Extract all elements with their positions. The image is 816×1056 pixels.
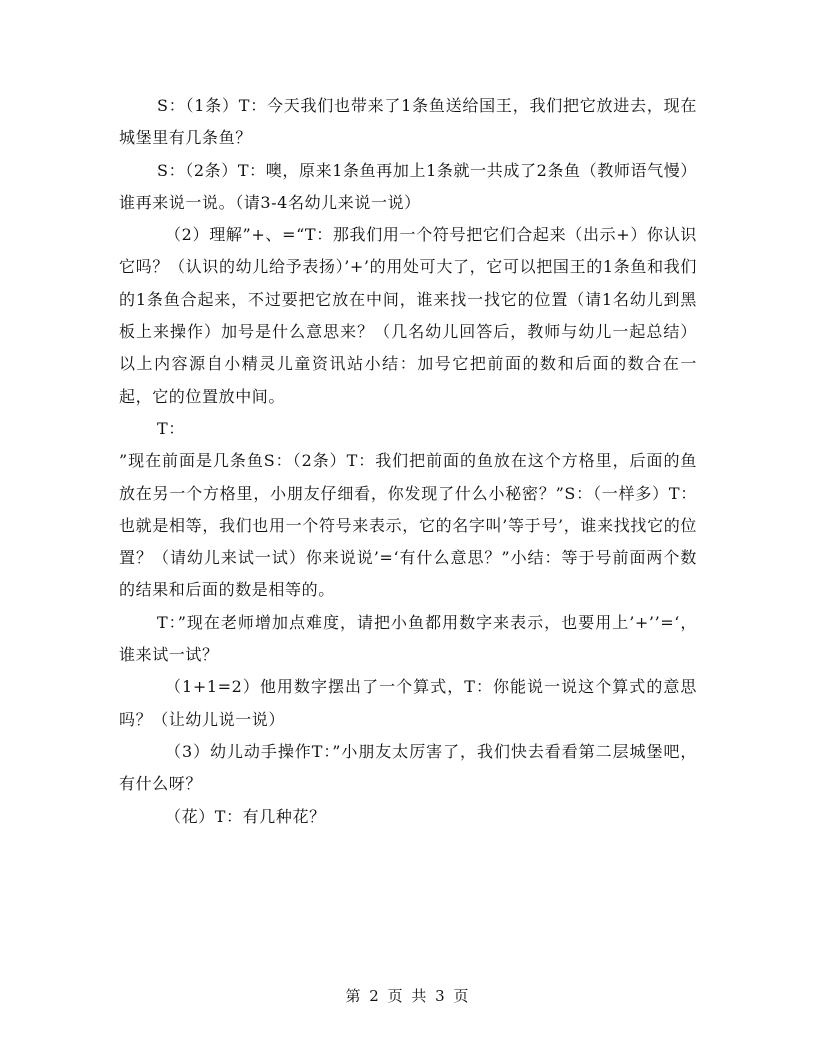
page-number-footer: 第 2 页 共 3 页	[345, 987, 471, 1005]
paragraph-6: T：”现在老师增加点难度，请把小鱼都用数字来表示，也要用上’+’’=‘，谁来试一试？	[119, 612, 697, 665]
paragraph-4: T：	[157, 418, 185, 438]
paragraph-7: （1+1=2）他用数字摆出了一个算式，T：你能说一说这个算式的意思吗？（让幼儿说一说）	[119, 677, 697, 729]
paragraph-3: （2）理解”+、=“T：那我们用一个符号把它们合起来（出示+）你认识它吗？（认识的幼儿给予表扬）’+’的用处可大了，它可以把国王的1条鱼和我们的1条鱼合起来，不过要把它放在中间，谁来找一找它的位置（请1名幼儿到黑板上来操作）加号是什么意思来？（几名幼儿回答后，教师与幼儿一起总结）以上内容源自小精灵儿童资讯站小结：加号它把前面的数和后面的数合在一起，它的位置放中间。	[119, 225, 697, 406]
paragraph-5: ”现在前面是几条鱼S：（2条）T：我们把前面的鱼放在这个方格里，后面的鱼放在另一个方格里，小朋友仔细看，你发现了什么小秘密？”S：（一样多）T：也就是相等，我们也用一个符号来表示，它的名字叫’等于号’，谁来找找它的位置？（请幼儿来试一试）你来说说’=‘有什么意思？”小结：等于号前面两个数的结果和后面的数是相等的。	[119, 451, 697, 600]
document-body	[119, 90, 697, 833]
paragraph-2: S：（2条）T：噢，原来1条鱼再加上1条就一共成了2条鱼（教师语气慢）谁再来说一说。（请3-4名幼儿来说一说）	[119, 160, 697, 212]
paragraph-1: S：（1条）T：今天我们也带来了1条鱼送给国王，我们把它放进去，现在城堡里有几条鱼？	[119, 96, 697, 148]
paragraph-9: （花）T：有几种花？	[165, 806, 326, 826]
paragraph-8: （3）幼儿动手操作T：”小朋友太厉害了，我们快去看看第二层城堡吧，有什么呀？	[119, 741, 697, 794]
